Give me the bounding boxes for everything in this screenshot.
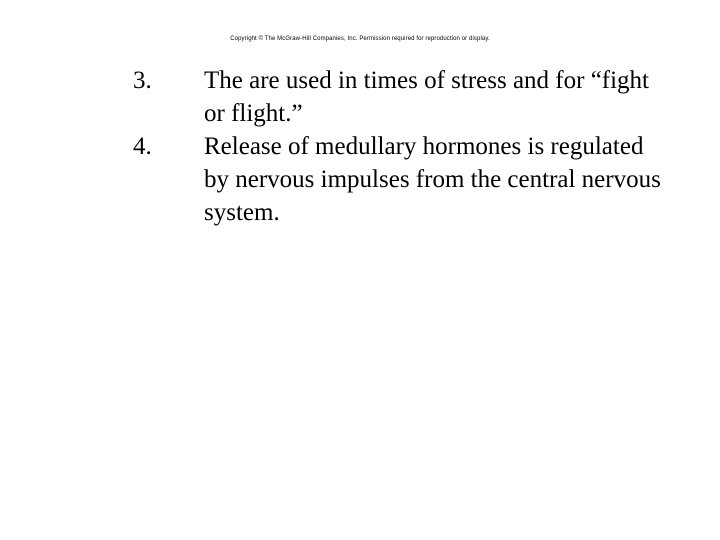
list-item — [0, 64, 720, 130]
list-item — [0, 130, 720, 229]
copyright-notice: Copyright © The McGraw-Hill Companies, Inc. Permission required for reproduction or display. — [230, 36, 490, 42]
item-text: Release of medullary hormones is regulated by nervous impulses from the central nervous system. — [204, 133, 661, 226]
item-text: The are used in times of stress and for “fight or flight.” — [204, 67, 650, 127]
item-number: 4. — [133, 133, 152, 160]
item-number: 3. — [133, 67, 152, 94]
numbered-list — [0, 64, 720, 229]
